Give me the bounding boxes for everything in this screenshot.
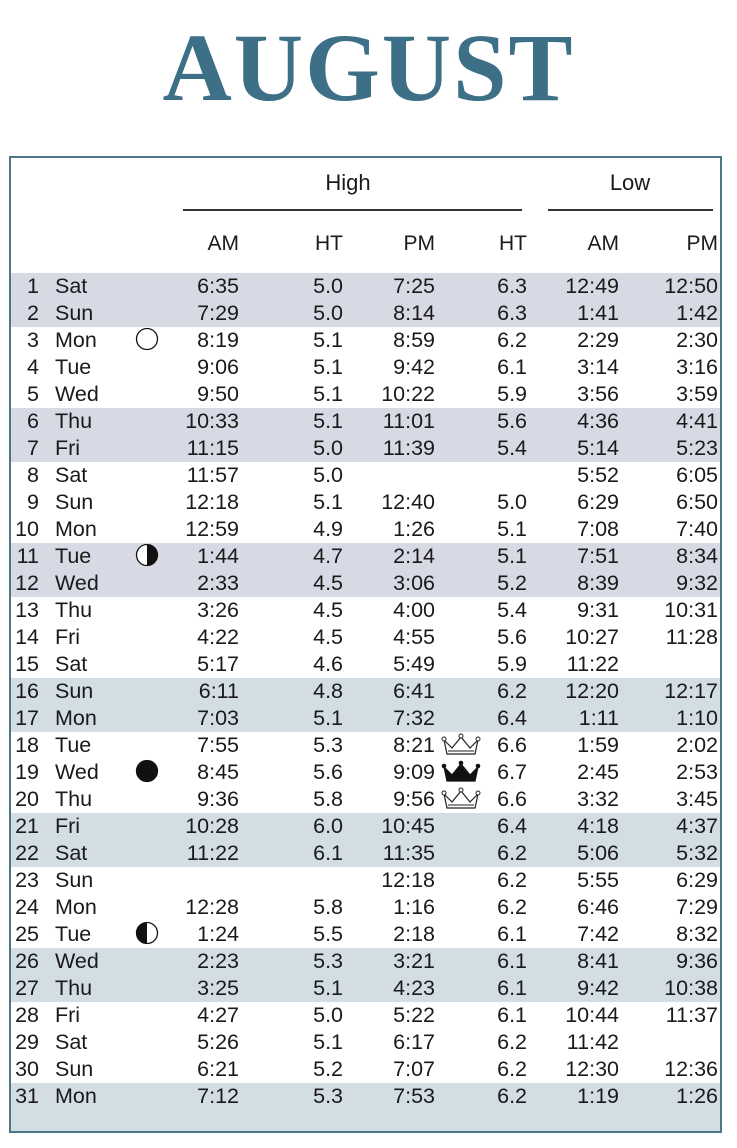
- high-pm-height: 5.1: [497, 517, 527, 541]
- high-am-time: 8:19: [197, 328, 239, 352]
- column-header-low-am: AM: [587, 232, 619, 255]
- full-moon-icon: [135, 327, 159, 351]
- high-pm-height: 6.2: [497, 895, 527, 919]
- high-pm-height: 5.6: [497, 409, 527, 433]
- high-pm-time: 7:32: [393, 706, 435, 730]
- high-am-height: 5.0: [313, 274, 343, 298]
- day-number: 9: [27, 490, 39, 514]
- day-of-week: Tue: [55, 733, 92, 757]
- table-row: [0, 678, 737, 705]
- low-am-time: 3:56: [577, 382, 619, 406]
- low-header-rule: [548, 209, 713, 211]
- table-row: [0, 813, 737, 840]
- high-am-time: 12:59: [185, 517, 239, 541]
- high-pm-height: 6.1: [497, 922, 527, 946]
- high-pm-height: 6.1: [497, 1003, 527, 1027]
- day-of-week: Mon: [55, 895, 97, 919]
- day-number: 12: [15, 571, 39, 595]
- high-am-height: 4.5: [313, 571, 343, 595]
- day-number: 7: [27, 436, 39, 460]
- low-am-time: 7:51: [577, 544, 619, 568]
- high-pm-height: 6.2: [497, 1030, 527, 1054]
- day-number: 30: [15, 1057, 39, 1081]
- day-number: 3: [27, 328, 39, 352]
- day-of-week: Sat: [55, 274, 88, 298]
- high-pm-time: 11:01: [382, 409, 435, 433]
- table-row: [0, 570, 737, 597]
- high-am-time: 6:11: [198, 679, 239, 703]
- low-pm-time: 12:50: [664, 274, 718, 298]
- outline-crown-icon: [440, 786, 482, 812]
- day-number: 5: [27, 382, 39, 406]
- day-of-week: Thu: [55, 787, 93, 811]
- high-pm-height: 6.2: [497, 841, 527, 865]
- high-am-height: 5.3: [313, 733, 343, 757]
- high-am-time: 1:24: [197, 922, 239, 946]
- day-number: 1: [27, 274, 39, 298]
- day-of-week: Wed: [55, 382, 99, 406]
- high-am-height: 5.8: [313, 787, 343, 811]
- high-am-time: 3:25: [197, 976, 239, 1000]
- high-am-time: 5:17: [197, 652, 239, 676]
- low-pm-time: 7:29: [676, 895, 718, 919]
- low-pm-time: 8:32: [676, 922, 718, 946]
- day-of-week: Thu: [55, 409, 93, 433]
- day-number: 18: [15, 733, 39, 757]
- day-number: 22: [15, 841, 39, 865]
- high-pm-height: 5.2: [497, 571, 527, 595]
- high-am-time: 2:23: [197, 949, 239, 973]
- day-number: 25: [15, 922, 39, 946]
- low-pm-time: 11:28: [665, 625, 718, 649]
- high-am-height: 4.5: [313, 598, 343, 622]
- high-am-height: 5.1: [313, 1030, 343, 1054]
- low-am-time: 4:36: [577, 409, 619, 433]
- table-row: [0, 435, 737, 462]
- high-am-time: 6:21: [197, 1057, 239, 1081]
- high-pm-time: 8:59: [393, 328, 435, 352]
- table-row: [0, 1083, 737, 1110]
- day-of-week: Sun: [55, 868, 94, 892]
- table-row: [0, 300, 737, 327]
- high-am-height: 4.7: [313, 544, 343, 568]
- high-am-height: 5.0: [313, 463, 343, 487]
- table-row: [0, 759, 737, 786]
- day-number: 11: [16, 544, 39, 568]
- high-pm-time: 8:14: [393, 301, 435, 325]
- day-of-week: Tue: [55, 544, 92, 568]
- low-pm-time: 12:17: [664, 679, 718, 703]
- high-pm-time: 6:17: [393, 1030, 435, 1054]
- high-pm-height: 6.2: [497, 1084, 527, 1108]
- low-pm-time: 10:38: [664, 976, 718, 1000]
- low-am-time: 9:42: [577, 976, 619, 1000]
- low-pm-time: 5:23: [676, 436, 718, 460]
- low-am-time: 7:08: [577, 517, 619, 541]
- day-of-week: Fri: [55, 625, 81, 649]
- day-number: 4: [27, 355, 39, 379]
- high-am-height: 5.1: [313, 328, 343, 352]
- outline-crown-icon: [440, 732, 482, 758]
- low-pm-time: 2:53: [676, 760, 718, 784]
- high-am-height: 5.6: [313, 760, 343, 784]
- day-number: 14: [15, 625, 39, 649]
- low-pm-time: 3:45: [676, 787, 718, 811]
- high-am-time: 3:26: [197, 598, 239, 622]
- day-of-week: Wed: [55, 760, 99, 784]
- high-am-time: 5:26: [197, 1030, 239, 1054]
- high-am-height: 5.5: [313, 922, 343, 946]
- low-pm-time: 8:34: [676, 544, 718, 568]
- table-row: [0, 273, 737, 300]
- high-pm-time: 11:35: [382, 841, 435, 865]
- high-pm-height: 6.2: [497, 328, 527, 352]
- table-row: [0, 921, 737, 948]
- low-pm-time: 1:26: [676, 1084, 718, 1108]
- table-row: [0, 975, 737, 1002]
- high-am-time: 4:27: [197, 1003, 239, 1027]
- day-of-week: Sun: [55, 301, 94, 325]
- high-am-height: 5.8: [313, 895, 343, 919]
- high-am-time: 4:22: [197, 625, 239, 649]
- low-am-time: 1:41: [577, 301, 619, 325]
- low-am-time: 1:59: [577, 733, 619, 757]
- day-number: 17: [15, 706, 39, 730]
- high-pm-time: 10:45: [381, 814, 435, 838]
- high-am-time: 11:15: [186, 436, 239, 460]
- high-am-height: 4.9: [313, 517, 343, 541]
- high-pm-time: 3:21: [393, 949, 435, 973]
- low-am-time: 3:32: [577, 787, 619, 811]
- high-am-time: 8:45: [197, 760, 239, 784]
- day-of-week: Mon: [55, 706, 97, 730]
- low-am-time: 5:55: [577, 868, 619, 892]
- table-row: [0, 651, 737, 678]
- low-am-time: 10:44: [565, 1003, 619, 1027]
- low-am-time: 4:18: [577, 814, 619, 838]
- day-number: 16: [15, 679, 39, 703]
- low-pm-time: 2:30: [676, 328, 718, 352]
- table-row: [0, 354, 737, 381]
- high-am-height: 5.0: [313, 1003, 343, 1027]
- column-header-low-pm: PM: [686, 232, 718, 255]
- day-number: 2: [27, 301, 39, 325]
- high-pm-time: 4:23: [393, 976, 435, 1000]
- high-am-height: 5.1: [313, 976, 343, 1000]
- day-number: 10: [15, 517, 39, 541]
- page-title: AUGUST: [162, 14, 575, 121]
- low-am-time: 11:42: [566, 1030, 619, 1054]
- high-pm-height: 6.1: [497, 949, 527, 973]
- high-pm-time: 9:09: [393, 760, 435, 784]
- low-am-time: 5:14: [577, 436, 619, 460]
- table-row: [0, 489, 737, 516]
- low-pm-time: 5:32: [676, 841, 718, 865]
- day-of-week: Sat: [55, 463, 88, 487]
- high-am-height: 6.0: [313, 814, 343, 838]
- high-pm-time: 4:00: [393, 598, 435, 622]
- table-row: [0, 327, 737, 354]
- table-row: [0, 840, 737, 867]
- high-pm-time: 2:18: [393, 922, 435, 946]
- high-pm-height: 6.6: [497, 787, 527, 811]
- high-pm-time: 9:42: [393, 355, 435, 379]
- high-am-height: 4.5: [313, 625, 343, 649]
- high-am-time: 12:18: [185, 490, 239, 514]
- high-am-height: 5.0: [313, 436, 343, 460]
- low-pm-time: 7:40: [676, 517, 718, 541]
- table-row: [0, 786, 737, 813]
- high-pm-time: 12:40: [381, 490, 435, 514]
- high-am-height: 5.3: [313, 1084, 343, 1108]
- high-am-height: 5.2: [313, 1057, 343, 1081]
- high-pm-time: 11:39: [382, 436, 435, 460]
- high-pm-height: 6.4: [497, 706, 527, 730]
- high-am-height: 6.1: [313, 841, 343, 865]
- day-of-week: Sat: [55, 1030, 88, 1054]
- table-row: [0, 543, 737, 570]
- day-number: 21: [15, 814, 39, 838]
- high-pm-height: 6.3: [497, 301, 527, 325]
- high-am-height: 5.1: [313, 490, 343, 514]
- low-am-time: 8:41: [577, 949, 619, 973]
- low-pm-time: 1:10: [676, 706, 718, 730]
- high-am-height: 5.1: [313, 409, 343, 433]
- table-row: [0, 597, 737, 624]
- high-pm-height: 6.3: [497, 274, 527, 298]
- high-pm-height: 6.1: [497, 355, 527, 379]
- high-am-time: 1:44: [197, 544, 239, 568]
- high-am-height: 5.1: [313, 382, 343, 406]
- high-pm-time: 9:56: [393, 787, 435, 811]
- first-quarter-moon-icon: [135, 921, 159, 945]
- high-pm-time: 1:16: [393, 895, 435, 919]
- low-am-time: 2:29: [577, 328, 619, 352]
- high-am-time: 11:22: [186, 841, 239, 865]
- table-row: [0, 462, 737, 489]
- day-of-week: Wed: [55, 571, 99, 595]
- high-pm-height: 6.2: [497, 868, 527, 892]
- day-number: 31: [15, 1084, 39, 1108]
- high-pm-height: 6.2: [497, 1057, 527, 1081]
- day-of-week: Sat: [55, 652, 88, 676]
- high-am-height: 4.8: [313, 679, 343, 703]
- low-pm-time: 10:31: [664, 598, 718, 622]
- high-am-time: 9:06: [197, 355, 239, 379]
- low-pm-time: 1:42: [676, 301, 718, 325]
- low-am-time: 9:31: [577, 598, 619, 622]
- low-am-time: 8:39: [577, 571, 619, 595]
- last-quarter-moon-icon: [135, 543, 159, 567]
- day-of-week: Sun: [55, 490, 94, 514]
- day-of-week: Thu: [55, 976, 93, 1000]
- low-am-time: 6:29: [577, 490, 619, 514]
- high-header: High: [325, 170, 371, 195]
- high-pm-height: 5.4: [497, 598, 527, 622]
- high-pm-time: 7:07: [393, 1057, 435, 1081]
- day-number: 19: [15, 760, 39, 784]
- high-pm-time: 7:25: [393, 274, 435, 298]
- column-header-high-am: AM: [207, 232, 239, 255]
- day-number: 6: [27, 409, 39, 433]
- high-pm-height: 6.4: [497, 814, 527, 838]
- high-pm-height: 6.6: [497, 733, 527, 757]
- table-row: [0, 894, 737, 921]
- high-am-height: 5.0: [313, 301, 343, 325]
- table-row: [0, 408, 737, 435]
- low-pm-time: 11:37: [665, 1003, 718, 1027]
- day-of-week: Sat: [55, 841, 88, 865]
- day-number: 15: [15, 652, 39, 676]
- table-row: [0, 1002, 737, 1029]
- table-row: [0, 624, 737, 651]
- high-pm-height: 5.4: [497, 436, 527, 460]
- low-pm-time: 6:05: [676, 463, 718, 487]
- low-pm-time: 9:32: [676, 571, 718, 595]
- column-header-high-am-height: HT: [315, 232, 343, 255]
- day-number: 24: [15, 895, 39, 919]
- low-am-time: 5:06: [577, 841, 619, 865]
- low-pm-time: 4:37: [676, 814, 718, 838]
- day-number: 27: [15, 976, 39, 1000]
- high-am-time: 7:03: [197, 706, 239, 730]
- high-am-time: 7:29: [197, 301, 239, 325]
- low-pm-time: 12:36: [664, 1057, 718, 1081]
- high-am-time: 11:57: [186, 463, 239, 487]
- low-am-time: 11:22: [566, 652, 619, 676]
- day-of-week: Thu: [55, 598, 93, 622]
- high-am-height: 4.6: [313, 652, 343, 676]
- high-pm-height: 5.1: [497, 544, 527, 568]
- high-pm-height: 5.0: [497, 490, 527, 514]
- day-number: 20: [15, 787, 39, 811]
- day-number: 29: [15, 1030, 39, 1054]
- table-row: [0, 1056, 737, 1083]
- high-am-height: 5.1: [313, 706, 343, 730]
- high-pm-time: 1:26: [393, 517, 435, 541]
- table-row: [0, 705, 737, 732]
- high-pm-time: 8:21: [393, 733, 435, 757]
- high-pm-time: 5:49: [393, 652, 435, 676]
- table-row: [0, 867, 737, 894]
- table-row: [0, 516, 737, 543]
- new-moon-icon: [135, 759, 159, 783]
- low-am-time: 2:45: [577, 760, 619, 784]
- high-pm-height: 6.7: [497, 760, 527, 784]
- day-number: 23: [15, 868, 39, 892]
- high-am-time: 7:12: [197, 1084, 239, 1108]
- high-pm-height: 5.6: [497, 625, 527, 649]
- low-pm-time: 3:59: [676, 382, 718, 406]
- day-of-week: Fri: [55, 1003, 81, 1027]
- day-number: 28: [15, 1003, 39, 1027]
- day-of-week: Tue: [55, 355, 92, 379]
- high-am-time: 6:35: [197, 274, 239, 298]
- day-number: 8: [27, 463, 39, 487]
- high-pm-time: 2:14: [393, 544, 435, 568]
- high-pm-time: 3:06: [393, 571, 435, 595]
- high-am-time: 9:36: [197, 787, 239, 811]
- day-of-week: Mon: [55, 517, 97, 541]
- high-pm-time: 12:18: [381, 868, 435, 892]
- day-of-week: Tue: [55, 922, 92, 946]
- column-header-high-pm-height: HT: [499, 232, 527, 255]
- high-pm-time: 5:22: [393, 1003, 435, 1027]
- day-of-week: Mon: [55, 328, 97, 352]
- high-header-rule: [183, 209, 522, 211]
- day-number: 26: [15, 949, 39, 973]
- low-header: Low: [609, 170, 651, 195]
- low-am-time: 1:11: [578, 706, 619, 730]
- high-pm-height: 6.2: [497, 679, 527, 703]
- high-pm-time: 10:22: [381, 382, 435, 406]
- day-of-week: Sun: [55, 1057, 94, 1081]
- low-pm-time: 9:36: [676, 949, 718, 973]
- high-pm-time: 4:55: [393, 625, 435, 649]
- high-am-time: 7:55: [197, 733, 239, 757]
- high-am-time: 10:33: [185, 409, 239, 433]
- day-of-week: Fri: [55, 436, 81, 460]
- table-row: [0, 732, 737, 759]
- high-am-time: 2:33: [197, 571, 239, 595]
- filled-crown-icon: [440, 759, 482, 785]
- low-am-time: 7:42: [577, 922, 619, 946]
- high-pm-height: 5.9: [497, 652, 527, 676]
- high-pm-height: 6.1: [497, 976, 527, 1000]
- low-am-time: 10:27: [565, 625, 619, 649]
- high-pm-time: 7:53: [393, 1084, 435, 1108]
- day-number: 13: [15, 598, 39, 622]
- table-row: [0, 381, 737, 408]
- high-am-height: 5.3: [313, 949, 343, 973]
- high-am-time: 10:28: [185, 814, 239, 838]
- low-am-time: 12:20: [565, 679, 619, 703]
- low-pm-time: 4:41: [676, 409, 718, 433]
- column-header-high-pm: PM: [403, 232, 435, 255]
- day-of-week: Wed: [55, 949, 99, 973]
- high-pm-time: 6:41: [393, 679, 435, 703]
- day-of-week: Sun: [55, 679, 94, 703]
- high-am-time: 12:28: [185, 895, 239, 919]
- high-am-time: 9:50: [197, 382, 239, 406]
- high-am-height: 5.1: [313, 355, 343, 379]
- low-am-time: 12:30: [565, 1057, 619, 1081]
- day-of-week: Mon: [55, 1084, 97, 1108]
- low-am-time: 5:52: [577, 463, 619, 487]
- low-am-time: 1:19: [577, 1084, 619, 1108]
- low-am-time: 6:46: [577, 895, 619, 919]
- table-row: [0, 1029, 737, 1056]
- low-pm-time: 6:29: [676, 868, 718, 892]
- low-pm-time: 2:02: [676, 733, 718, 757]
- table-row: [0, 948, 737, 975]
- low-pm-time: 3:16: [676, 355, 718, 379]
- high-pm-height: 5.9: [497, 382, 527, 406]
- low-pm-time: 6:50: [676, 490, 718, 514]
- day-of-week: Fri: [55, 814, 81, 838]
- low-am-time: 3:14: [577, 355, 619, 379]
- low-am-time: 12:49: [565, 274, 619, 298]
